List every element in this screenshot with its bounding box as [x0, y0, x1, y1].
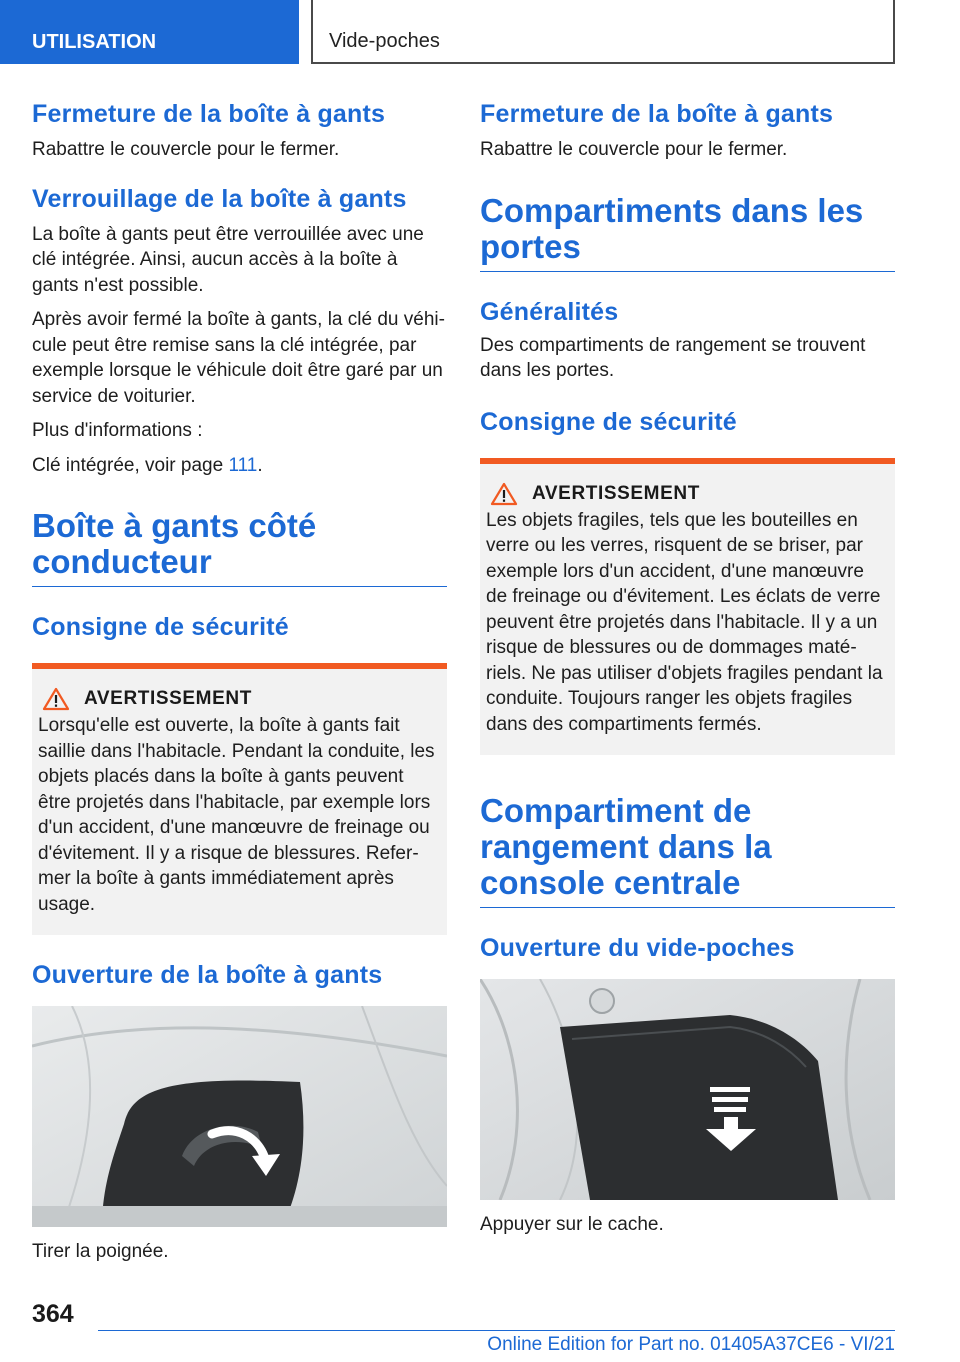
heading-glovebox-close: Fermeture de la boîte à gants	[32, 100, 386, 128]
left-column	[32, 100, 447, 1265]
footer-divider	[98, 1330, 895, 1331]
text-general: Des compartiments de rangement se trouvent dans les portes.	[480, 334, 866, 381]
footer-edition: Online Edition for Part no. 01405A37CE6 - VI/21	[487, 1334, 895, 1355]
page-number: 364	[32, 1300, 74, 1328]
warning-text-right: Les objets fragiles, tels que les bouteilles en verre ou les verres, risquent de se briser, par exemple lors d'un accident, d'une manœuvre de freinage ou d'évitement. Les éclats de verre peuvent être projetés dans l'habitacle. Il y a un risque de blessures ou de dommages matériels. Ne pas utiliser d'objets fragiles pendant la conduite. Toujours ranger les objets fragiles dans des compartiments fermés.	[486, 509, 883, 735]
caption-press-cover: Appuyer sur le cache.	[480, 1214, 664, 1235]
text-glovebox-close: Rabattre le couvercle pour le fermer.	[32, 139, 340, 160]
warning-text-left: Lorsqu'elle est ouverte, la boîte à gants fait saillie dans l'habitacle. Pendant la conduite, les objets placés dans la boîte à gants peuvent être projetés dans l'habitacle, par exemple lors d'un accident, d'une manœuvre de freinage ou d'évitement. Il y a risque de blessures. Refermer la boîte à gants immédiatement après usage.	[38, 715, 435, 915]
right-column	[480, 100, 895, 1238]
heading-general: Généralités	[480, 297, 619, 326]
warning-triangle-icon	[42, 687, 70, 711]
warning-triangle-icon	[490, 482, 518, 506]
heading-center-console: Compartiment de rangement dans la console centrale	[480, 793, 895, 908]
warning-title-right	[486, 482, 887, 506]
text-key-reference	[32, 453, 447, 479]
heading-glovebox-close-right: Fermeture de la boîte à gants	[480, 100, 834, 128]
heading-glovebox-lock: Verrouillage de la boîte à gants	[32, 184, 407, 213]
key-ref-end: .	[257, 454, 263, 476]
heading-door-compartments: Compartiments dans les portes	[480, 193, 895, 272]
warning-box-left	[32, 663, 447, 935]
key-ref-text: Clé intégrée, voir page	[32, 454, 229, 476]
warning-box-right	[480, 458, 895, 756]
heading-open-tray: Ouverture du vide-poches	[480, 934, 795, 962]
console-tray-illustration	[480, 979, 895, 1200]
warning-label-right: AVERTISSEMENT	[532, 482, 700, 504]
topic-header	[311, 0, 895, 64]
heading-safety-left: Consigne de sécurité	[32, 613, 289, 641]
topic-label: Vide-poches	[329, 30, 440, 52]
text-lock-2: Après avoir fermé la boîte à gants, la clé du véhicule peut être remise sans la clé intégrée, par exemple lorsque le véhicule doit être garé par un service de voiturier.	[32, 309, 445, 407]
text-more-info: Plus d'informations :	[32, 420, 203, 441]
warning-label: AVERTISSEMENT	[84, 688, 252, 709]
section-tab	[0, 0, 299, 64]
text-glovebox-close-right: Rabattre le couvercle pour le fermer.	[480, 139, 788, 160]
heading-driver-glovebox: Boîte à gants côté conducteur	[32, 508, 447, 587]
caption-pull-handle: Tirer la poignée.	[32, 1241, 169, 1262]
heading-glovebox-open: Ouverture de la boîte à gants	[32, 961, 383, 989]
heading-safety-right: Consigne de sécurité	[480, 407, 737, 436]
glovebox-handle-illustration	[32, 1006, 447, 1227]
text-lock-1: La boîte à gants peut être verrouillée avec une clé intégrée. Ainsi, aucun accès à la boîte à gants n'est possible.	[32, 223, 424, 296]
warning-title	[38, 687, 439, 711]
section-label: UTILISATION	[32, 31, 157, 53]
page-link-111[interactable]: 111	[228, 454, 258, 476]
